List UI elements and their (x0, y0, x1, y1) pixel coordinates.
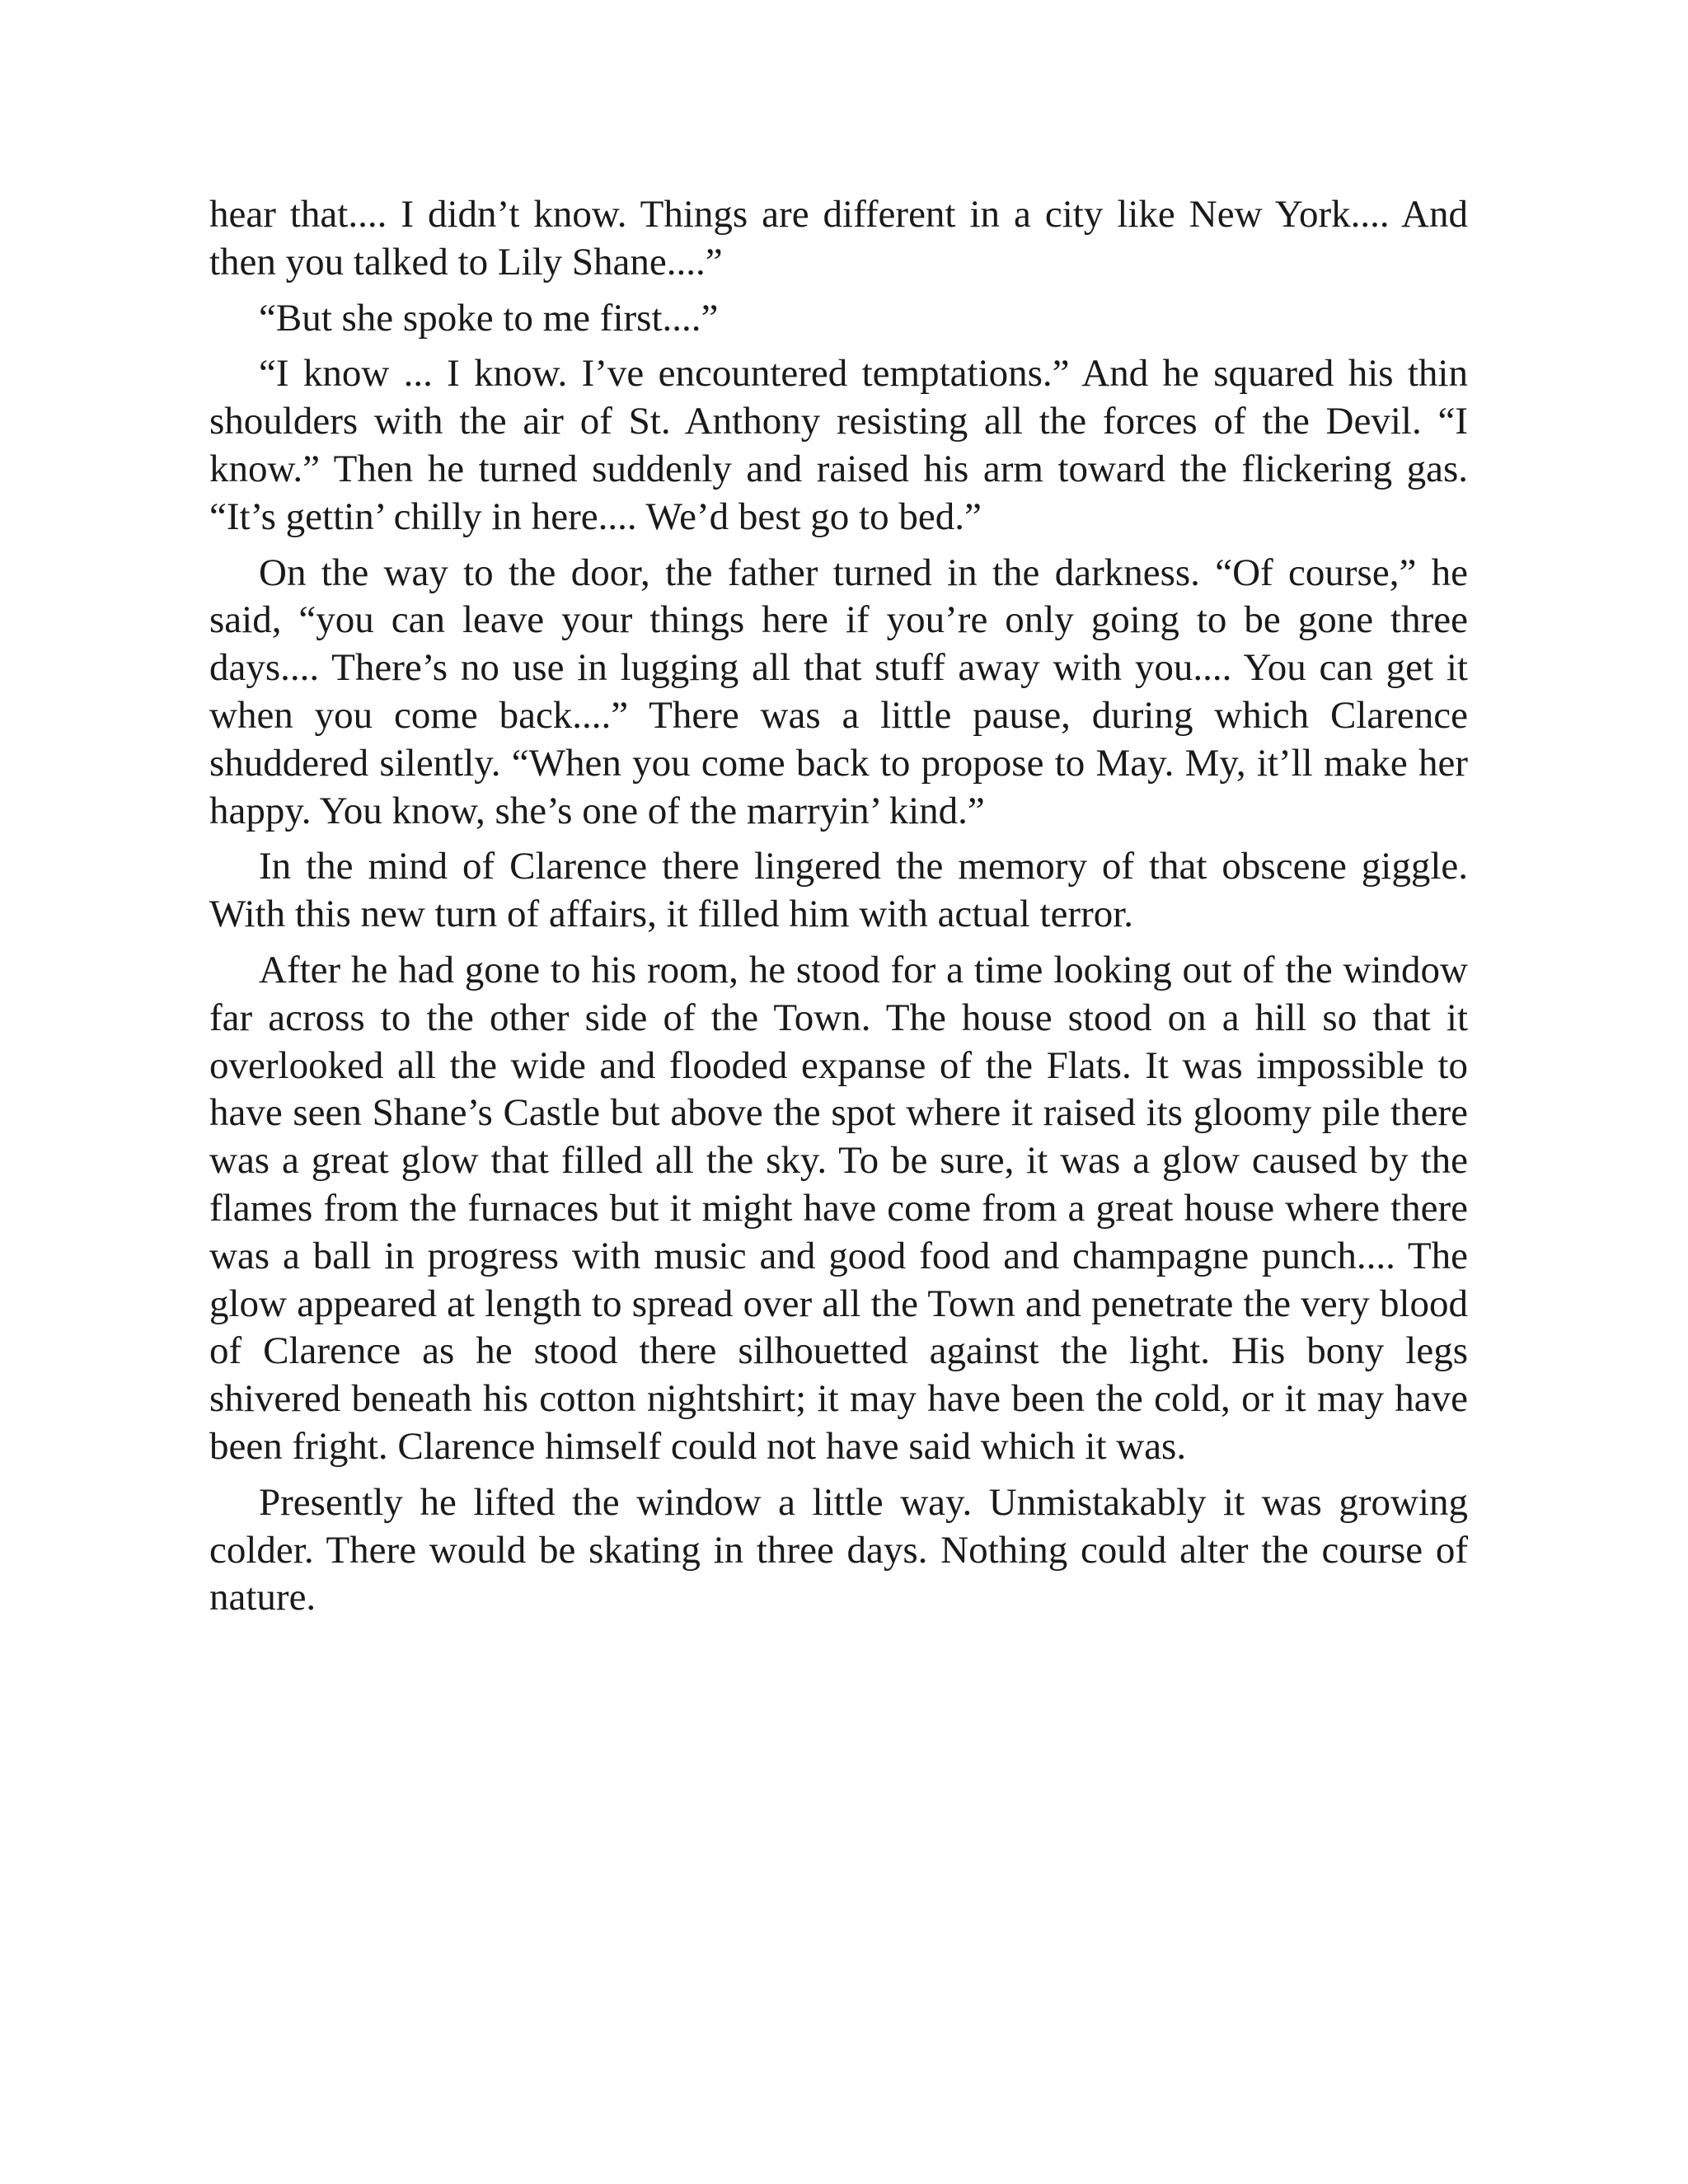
paragraph: “But she spoke to me first....” (259, 296, 719, 340)
paragraph: Presently he lifted the window a little way. Unmistakably it was growing colder. There would be skating in three days. Nothing could alter the course of nature. (209, 1480, 1468, 1619)
paragraph: In the mind of Clarence there lingered the memory of that obscene giggle. With this new turn of affairs, it filled him with actual terror. (209, 845, 1468, 936)
paragraph: “I know ... I know. I’ve encountered temptations.” And he squared his thin shoulders with the air of St. Anthony resisting all the forces of the Devil. “I know.” Then he turned suddenly and raised his arm toward the flickering gas. “It’s gettin’ chilly in here.... We’d best go to bed.” (209, 352, 1468, 538)
page-body-text (209, 191, 1468, 1630)
paragraph: On the way to the door, the father turned in the darkness. “Of course,” he said, “you can leave your things here if you’re only going to be gone three days.... There’s no use in lugging all that stuff away with you.... You can get it when you come back....” There was a little pause, during which Clarence shuddered silently. “When you come back to propose to May. My, it’ll make her happy. You know, she’s one of the marryin’ kind.” (209, 551, 1468, 832)
paragraph-continued: hear that.... I didn’t know. Things are different in a city like New York.... And then you talked to Lily Shane....” (209, 193, 1468, 284)
paragraph: After he had gone to his room, he stood for a time looking out of the window far across to the other side of the Town. The house stood on a hill so that it overlooked all the wide and flooded expanse of the Flats. It was impossible to have seen Shane’s Castle but above the spot where it raised its gloomy pile there was a great glow that filled all the sky. To be sure, it was a glow caused by the flames from the furnaces but it might have come from a great house where there was a ball in progress with music and good food and champagne punch.... The glow appeared at length to spread over all the Town and penetrate the very blood of Clarence as he stood there silhouetted against the light. His bony legs shivered beneath his cotton nightshirt; it may have been the cold, or it may have been fright. Clarence himself could not have said which it was. (209, 948, 1468, 1468)
